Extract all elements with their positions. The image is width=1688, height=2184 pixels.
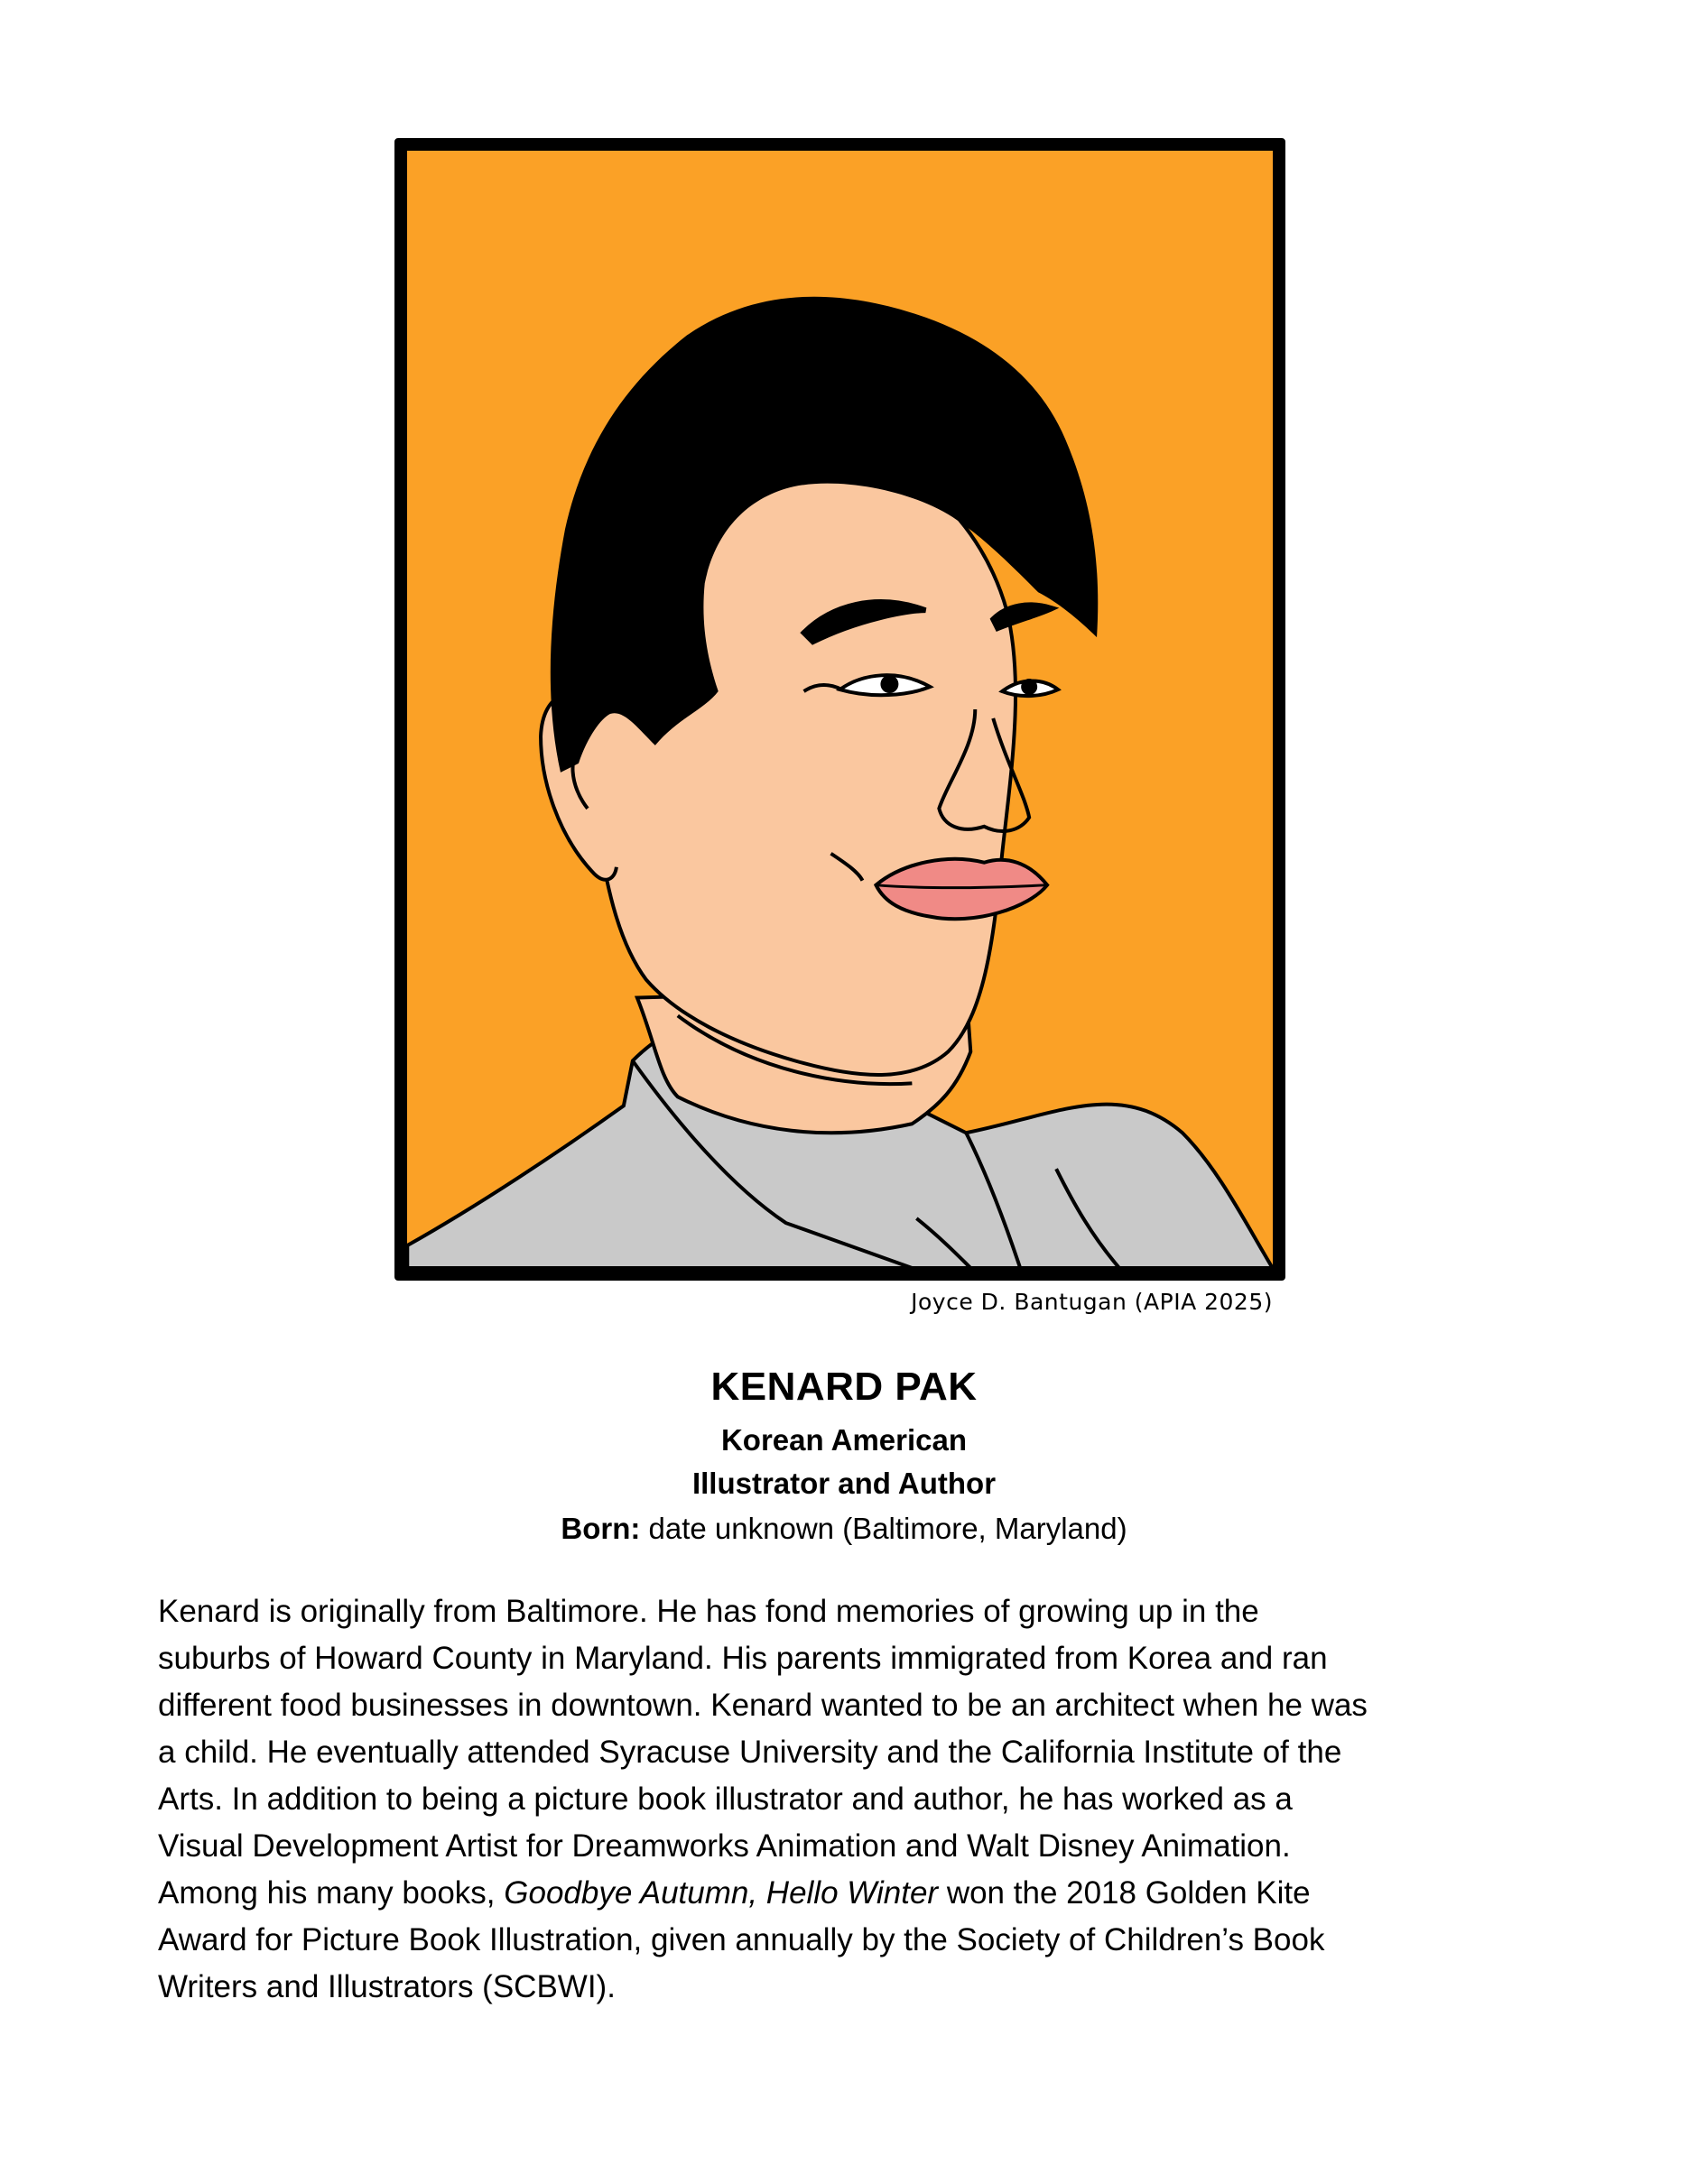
portrait-illustration [394,138,1285,1281]
bio-line: different food businesses in downtown. Kenard wanted to be an architect when he was [158,1688,1368,1723]
illustrator-credit: Joyce D. Bantugan (APIA 2025) [911,1289,1273,1315]
bio-line: Arts. In addition to being a picture book illustrator and author, he has worked as a [158,1781,1293,1817]
subject-name: KENARD PAK [710,1365,978,1409]
bio-line: a child. He eventually attended Syracuse University and the California Institute of the [158,1735,1342,1770]
bio-line7-suffix: won the 2018 Golden Kite [938,1875,1311,1911]
birth-info [0,1512,1688,1546]
book-title: Goodbye Autumn, Hello Winter [504,1875,939,1911]
portrait-drawing [407,151,1273,1268]
bio-line: suburbs of Howard County in Maryland. His parents immigrated from Korea and ran [158,1641,1328,1676]
profession: Illustrator and Author [691,1467,997,1500]
heritage: Korean American [720,1423,968,1457]
born-value: date unknown (Baltimore, Maryland) [640,1512,1127,1545]
bio-line7-prefix: Among his many books, [158,1875,505,1911]
right-pupil [1021,679,1037,695]
left-pupil [880,675,898,693]
bio-line: Award for Picture Book Illustration, given annually by the Society of Children’s Book [158,1922,1325,1957]
bio-line: Visual Development Artist for Dreamworks Animation and Walt Disney Animation. [158,1828,1291,1864]
bio-line-books [158,1870,1548,1917]
bio-line: Kenard is originally from Baltimore. He has fond memories of growing up in the [158,1594,1259,1629]
biography [158,1588,1548,2011]
bio-line: Writers and Illustrators (SCBWI). [158,1969,616,2004]
born-label: Born: [561,1512,641,1545]
